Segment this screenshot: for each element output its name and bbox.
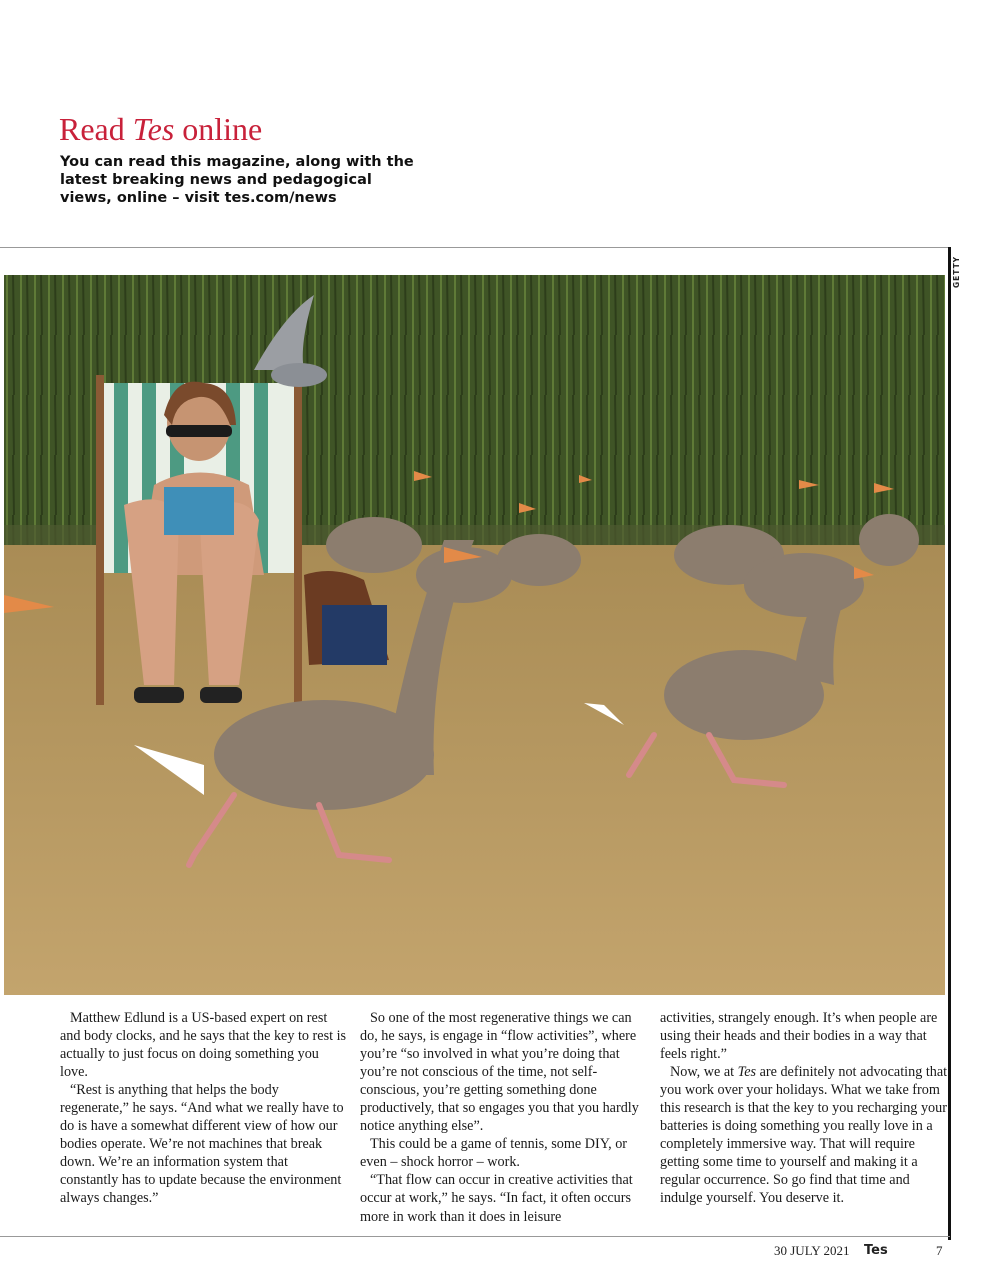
- brand-italic: Tes: [737, 1064, 757, 1081]
- page-footer: [760, 1243, 950, 1261]
- paragraph: This could be a game of tennis, some DIY, or even – shock horror – work.: [360, 1136, 628, 1171]
- promo-subtitle: You can read this magazine, along with the latest breaking news and pedagogical views, online – visit tes.com/news: [60, 154, 414, 206]
- article-column-3: [660, 1009, 948, 1208]
- paragraph-pre: Now, we at: [670, 1064, 738, 1081]
- side-divider: [948, 247, 951, 1240]
- promo-title-post: online: [174, 111, 263, 147]
- paragraph: So one of the most regenerative things we can do, he says, is engage in “flow activities”, where you’re “so involved in what you’re doing that you’re not conscious of the time, not self-conscious, you’re getting something done productively, that so engages you that you hardly notice anything else”.: [360, 1010, 639, 1135]
- promo-title-brand: Tes: [132, 111, 175, 147]
- paragraph: Matthew Edlund is a US-based expert on rest and body clocks, and he says that the key to rest is actually to just focus on doing something you love.: [60, 1010, 347, 1081]
- paragraph: “That flow can occur in creative activities that occur at work,” he says. “In fact, it often occurs more in work than it does in leisure: [360, 1172, 633, 1225]
- article-column-2: [360, 1009, 648, 1226]
- paragraph-continued: activities, strangely enough. It’s when people are using their heads and their bodies in a way that feels right.”: [660, 1010, 938, 1063]
- paragraph: [660, 1063, 948, 1207]
- footer-brand: Tes: [864, 1243, 888, 1258]
- top-divider: [0, 247, 950, 248]
- promo-title-pre: Read: [59, 111, 133, 147]
- article-column-1: [60, 1009, 348, 1208]
- issue-date: 30 JULY 2021: [774, 1243, 850, 1258]
- paragraph: “Rest is anything that helps the body regenerate,” he says. “And what we really have to do is have a somewhat different view of how our bodies operate. We’re not machines that break down. We’re an information system that constantly has to update because the environment always changes.”: [60, 1082, 344, 1207]
- paragraph-post: are definitely not advocating that you work over your holidays. What we take from this research is that the key to you recharging your batteries is doing something you really love in a completely immersive way. That will require getting some time to yourself and making it a regular occurrence. So go find that time and indulge yourself. You deserve it.: [660, 1064, 948, 1207]
- photo-illustration: [4, 275, 945, 995]
- page-number: 7: [936, 1243, 943, 1258]
- bottom-divider: [0, 1236, 950, 1237]
- photo-credit: GETTY: [952, 255, 961, 288]
- photo-woman-with-geese: [4, 275, 945, 995]
- promo-title: [59, 111, 262, 147]
